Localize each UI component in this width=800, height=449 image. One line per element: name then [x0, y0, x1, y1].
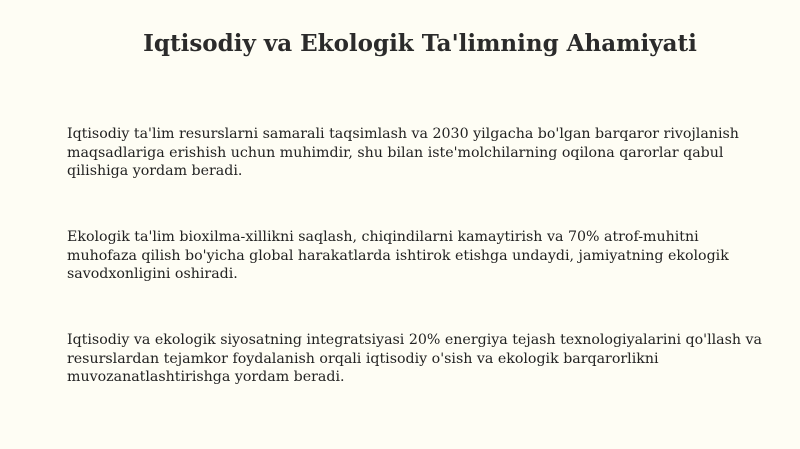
paragraph-economic-education: Iqtisodiy ta'lim resurslarni samarali taqsimlash va 2030 yilgacha bo'lgan barqaror rivojlanish maqsadlariga erishish uchun muhimdir, shu bilan iste'molchilarning oqilona qarorlar qabul qilishiga yordam beradi.	[67, 126, 739, 179]
slide-title: Iqtisodiy va Ekologik Ta'limning Ahamiyati	[143, 30, 697, 57]
paragraph-ecological-education: Ekologik ta'lim bioxilma-xillikni saqlash, chiqindilarni kamaytirish va 70% atrof-muhitni muhofaza qilish bo'yicha global harakatlarda ishtirok etishga undaydi, jamiyatning ekologik savodxonligini oshiradi.	[67, 229, 729, 282]
paragraph-policy-integration: Iqtisodiy va ekologik siyosatning integratsiyasi 20% energiya tejash texnologiyalarini qo'llash va resurslardan tejamkor foydalanish orqali iqtisodiy o'sish va ekologik barqarorlikni muvozanatlashtirishga yordam beradi.	[67, 332, 763, 385]
